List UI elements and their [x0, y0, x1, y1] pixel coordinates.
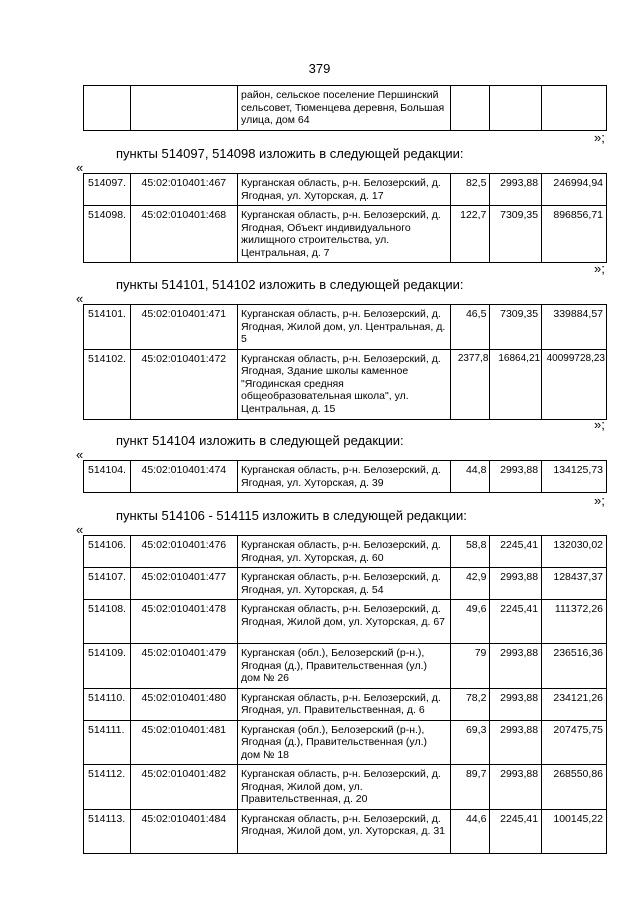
cell-area: [450, 86, 490, 131]
cell-item-number: 514110.: [84, 688, 131, 720]
cell-item-number: 514111.: [84, 720, 131, 765]
cell-address: Курганская область, р-н. Белозерский, д. Ягодная, Объект индивидуального жилищного строительства, ул. Центральная, д. 7: [238, 206, 451, 263]
cell-cadastral-number: 45:02:010401:477: [130, 568, 237, 600]
cell-item-number: 514109.: [84, 644, 131, 689]
cell-cadastral-number: 45:02:010401:468: [130, 206, 237, 263]
cell-value: 132030,02: [542, 536, 607, 568]
cell-value: 246994,94: [542, 174, 607, 206]
table-row: [84, 644, 607, 689]
cell-value: [542, 86, 607, 131]
registry-table: [83, 304, 607, 420]
cell-rate: 16864,21: [490, 349, 542, 419]
cell-area: 69,3: [450, 720, 490, 765]
cell-cadastral-number: 45:02:010401:482: [130, 765, 237, 810]
cell-address: Курганская область, р-н. Белозерский, д. Ягодная, ул. Хуторская, д. 39: [238, 461, 451, 493]
cell-cadastral-number: 45:02:010401:481: [130, 720, 237, 765]
cell-cadastral-number: 45:02:010401:467: [130, 174, 237, 206]
cell-rate: 2245,41: [490, 600, 542, 644]
cell-address: Курганская область, р-н. Белозерский, д. Ягодная, Здание школы каменное "Ягодинская средняя общеобразовательная школа", ул. Центральная, д. 15: [238, 349, 451, 419]
cell-item-number: 514112.: [84, 765, 131, 810]
amendment-instruction: пункт 514104 изложить в следующей редакции:: [116, 433, 404, 448]
cell-item-number: 514098.: [84, 206, 131, 263]
table-row: [84, 174, 607, 206]
cell-area: 44,8: [450, 461, 490, 493]
table-row: [84, 720, 607, 765]
cell-cadastral-number: [130, 86, 237, 131]
table-row: [84, 349, 607, 419]
opening-quote: «: [76, 522, 84, 537]
cell-address: Курганская область, р-н. Белозерский, д. Ягодная, Жилой дом, ул. Хуторская, д. 31: [238, 809, 451, 853]
closing-quote: »;: [594, 417, 605, 432]
cell-item-number: 514108.: [84, 600, 131, 644]
amendment-instruction: пункты 514097, 514098 изложить в следующей редакции:: [116, 146, 464, 161]
cell-area: 42,9: [450, 568, 490, 600]
cell-address: Курганская область, р-н. Белозерский, д. Ягодная, ул. Хуторская, д. 60: [238, 536, 451, 568]
registry-table: [83, 173, 607, 263]
cell-cadastral-number: 45:02:010401:479: [130, 644, 237, 689]
cell-value: 896856,71: [542, 206, 607, 263]
cell-rate: 7309,35: [490, 305, 542, 350]
cell-value: 268550,86: [542, 765, 607, 810]
cell-cadastral-number: 45:02:010401:472: [130, 349, 237, 419]
cell-rate: 2993,88: [490, 568, 542, 600]
table-row: [84, 305, 607, 350]
table-row: [84, 86, 607, 131]
cell-area: 79: [450, 644, 490, 689]
table-row: [84, 568, 607, 600]
cell-area: 58,8: [450, 536, 490, 568]
cell-value: 111372,26: [542, 600, 607, 644]
cell-item-number: 514106.: [84, 536, 131, 568]
amendment-instruction: пункты 514101, 514102 изложить в следующей редакции:: [116, 277, 464, 292]
page-number: 379: [308, 61, 331, 76]
cell-value: 100145,22: [542, 809, 607, 853]
cell-cadastral-number: 45:02:010401:471: [130, 305, 237, 350]
cell-cadastral-number: 45:02:010401:478: [130, 600, 237, 644]
cell-rate: 7309,35: [490, 206, 542, 263]
cell-rate: 2993,88: [490, 688, 542, 720]
cell-value: 128437,37: [542, 568, 607, 600]
cell-value: 236516,36: [542, 644, 607, 689]
opening-quote: «: [76, 160, 84, 175]
cell-rate: 2993,88: [490, 720, 542, 765]
cell-item-number: 514113.: [84, 809, 131, 853]
cell-value: 207475,75: [542, 720, 607, 765]
closing-quote: »;: [594, 130, 605, 145]
opening-quote: «: [76, 291, 84, 306]
cell-area: 46,5: [450, 305, 490, 350]
cell-rate: 2245,41: [490, 809, 542, 853]
cell-area: 82,5: [450, 174, 490, 206]
closing-quote: »;: [594, 493, 605, 508]
table-row: [84, 206, 607, 263]
cell-area: 2377,8: [450, 349, 490, 419]
cell-area: 78,2: [450, 688, 490, 720]
cell-value: 134125,73: [542, 461, 607, 493]
cell-rate: 2993,88: [490, 644, 542, 689]
cell-address: Курганская (обл.), Белозерский (р-н.), Ягодная (д.), Правительственная (ул.) дом № 18: [238, 720, 451, 765]
table-row: [84, 688, 607, 720]
registry-table: [83, 460, 607, 493]
cell-area: 122,7: [450, 206, 490, 263]
cell-cadastral-number: 45:02:010401:484: [130, 809, 237, 853]
closing-quote: »;: [594, 261, 605, 276]
cell-value: 234121,26: [542, 688, 607, 720]
cell-rate: 2993,88: [490, 174, 542, 206]
cell-cadastral-number: 45:02:010401:476: [130, 536, 237, 568]
cell-area: 44,6: [450, 809, 490, 853]
cell-value: 339884,57: [542, 305, 607, 350]
table-row: [84, 536, 607, 568]
cell-address: Курганская область, р-н. Белозерский, д. Ягодная, ул. Хуторская, д. 17: [238, 174, 451, 206]
table-row: [84, 600, 607, 644]
cell-rate: 2993,88: [490, 765, 542, 810]
cell-item-number: 514107.: [84, 568, 131, 600]
amendment-instruction: пункты 514106 - 514115 изложить в следующей редакции:: [116, 508, 467, 523]
cell-address: Курганская (обл.), Белозерский (р-н.), Ягодная (д.), Правительственная (ул.) дом № 26: [238, 644, 451, 689]
cell-address: район, сельское поселение Першинский сельсовет, Тюменцева деревня, Большая улица, дом 64: [238, 86, 451, 131]
table-row: [84, 765, 607, 810]
cell-cadastral-number: 45:02:010401:474: [130, 461, 237, 493]
cell-item-number: 514104.: [84, 461, 131, 493]
registry-table: [83, 535, 607, 854]
cell-rate: 2245,41: [490, 536, 542, 568]
table-row: [84, 461, 607, 493]
cell-item-number: [84, 86, 131, 131]
cell-address: Курганская область, р-н. Белозерский, д. Ягодная, Жилой дом, ул. Хуторская, д. 67: [238, 600, 451, 644]
table-row: [84, 809, 607, 853]
cell-address: Курганская область, р-н. Белозерский, д. Ягодная, ул. Правительственная, д. 6: [238, 688, 451, 720]
cell-rate: [490, 86, 542, 131]
cell-area: 89,7: [450, 765, 490, 810]
cell-area: 49,6: [450, 600, 490, 644]
cell-cadastral-number: 45:02:010401:480: [130, 688, 237, 720]
registry-table-continuation: [83, 85, 607, 131]
opening-quote: «: [76, 447, 84, 462]
cell-item-number: 514102.: [84, 349, 131, 419]
cell-value: 40099728,23: [542, 349, 607, 419]
cell-item-number: 514101.: [84, 305, 131, 350]
cell-address: Курганская область, р-н. Белозерский, д. Ягодная, Жилой дом, ул. Правительственная, д. 20: [238, 765, 451, 810]
cell-rate: 2993,88: [490, 461, 542, 493]
cell-address: Курганская область, р-н. Белозерский, д. Ягодная, Жилой дом, ул. Центральная, д. 5: [238, 305, 451, 350]
cell-item-number: 514097.: [84, 174, 131, 206]
cell-address: Курганская область, р-н. Белозерский, д. Ягодная, ул. Хуторская, д. 54: [238, 568, 451, 600]
